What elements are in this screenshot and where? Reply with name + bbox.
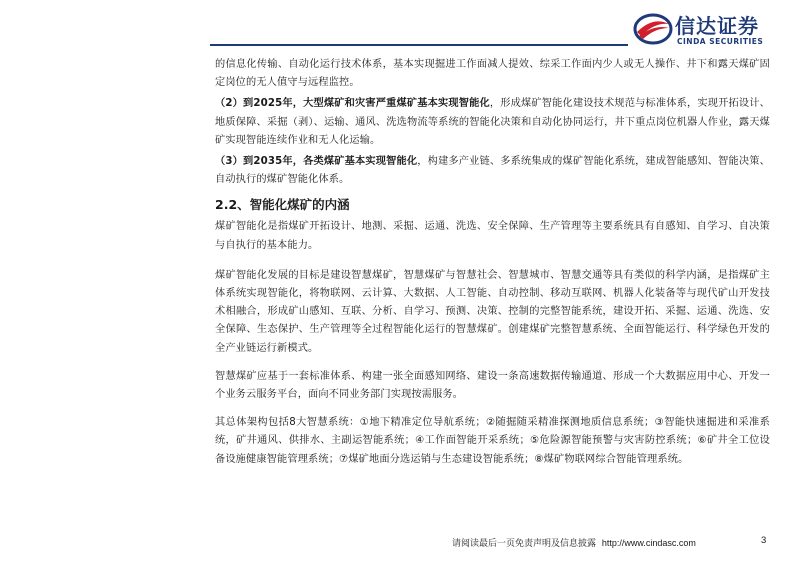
goal-2025-text: ，形成煤矿智能化建设技术规范与标准体系，实现开拓设计、地质保障、采掘（剥）、运输、通风、洗选物流等系统的智能化决策和自动化协同运行，井下重点岗位机器人作业，露天煤矿实现智能连续作业和无人化运输。 <box>215 98 770 146</box>
goal-2025-heading: （2）到2025年，大型煤矿和灾害严重煤矿基本实现智能化 <box>215 98 490 110</box>
page-number: 3 <box>761 535 767 546</box>
goal-2025-paragraph <box>215 95 770 150</box>
company-logo <box>633 10 793 50</box>
goal-2035-heading: （3）到2035年，各类煤矿基本实现智能化 <box>215 156 418 168</box>
architecture-paragraph: 其总体架构包括8大智慧系统：①地下精准定位导航系统；②随掘随采精准探测地质信息系统；③智能快速掘进和采准系统，矿井通风、供排水、主副运智能系统；④工作面智能开采系统；⑤危险源智能预警与灾害防控系统；⑥矿井全工位设备设施健康智能管理系统；⑦煤矿地面分选运销与生态建设智能系统；⑧煤矿物联网综合智能管理系统。 <box>215 417 770 465</box>
definition-paragraph: 煤矿智能化是指煤矿开拓设计、地测、采掘、运通、洗选、安全保障、生产管理等主要系统具有自感知、自学习、自决策与自执行的基本能力。 <box>215 221 770 251</box>
paragraph-continuation: 的信息化传输、自动化运行技术体系，基本实现掘进工作面减人提效、综采工作面内少人或无人操作、井下和露天煤矿固定岗位的无人值守与远程监控。 <box>215 59 770 89</box>
logo-text-cn: 信达证券 <box>675 14 759 38</box>
goal-2035-paragraph <box>215 153 770 189</box>
cinda-logo-icon <box>633 12 673 46</box>
framework-paragraph: 智慧煤矿应基于一套标准体系、构建一张全面感知网络、建设一条高速数据传输通道、形成一个大数据应用中心、开发一个业务云服务平台，面向不同业务部门实现按需服务。 <box>215 370 770 401</box>
footer-disclaimer <box>452 536 696 549</box>
goal-description-paragraph: 煤矿智能化发展的目标是建设智慧煤矿，智慧煤矿与智慧社会、智慧城市、智慧交通等具有类似的科学内涵，是指煤矿主体系统实现智能化，将物联网、云计算、大数据、人工智能、自动控制、移动互联网、机器人化装备等与现代矿山开发技术相融合，形成矿山感知、互联、分析、自学习、预测、决策、控制的完整智能系统，建设开拓、采掘、运通、洗选、安全保障、生态保护、生产管理等全过程智能化运行的智慧煤矿。创建煤矿完整智慧系统、全面智能运行、科学绿色开发的全产业链运行新模式。 <box>215 269 770 354</box>
website-link[interactable]: http://www.cindasc.com <box>601 538 696 548</box>
logo-text-en: CINDA SECURITIES <box>677 37 764 46</box>
header-rule <box>210 44 628 46</box>
goal-2035-text: ，构建多产业链、多系统集成的煤矿智能化系统，建成智能感知、智能决策、自动执行的煤矿智能化体系。 <box>215 156 770 186</box>
section-heading: 2.2、智能化煤矿的内涵 <box>215 197 350 213</box>
disclaimer-text: 请阅读最后一页免责声明及信息披露 <box>452 539 597 549</box>
report-body <box>215 56 770 469</box>
